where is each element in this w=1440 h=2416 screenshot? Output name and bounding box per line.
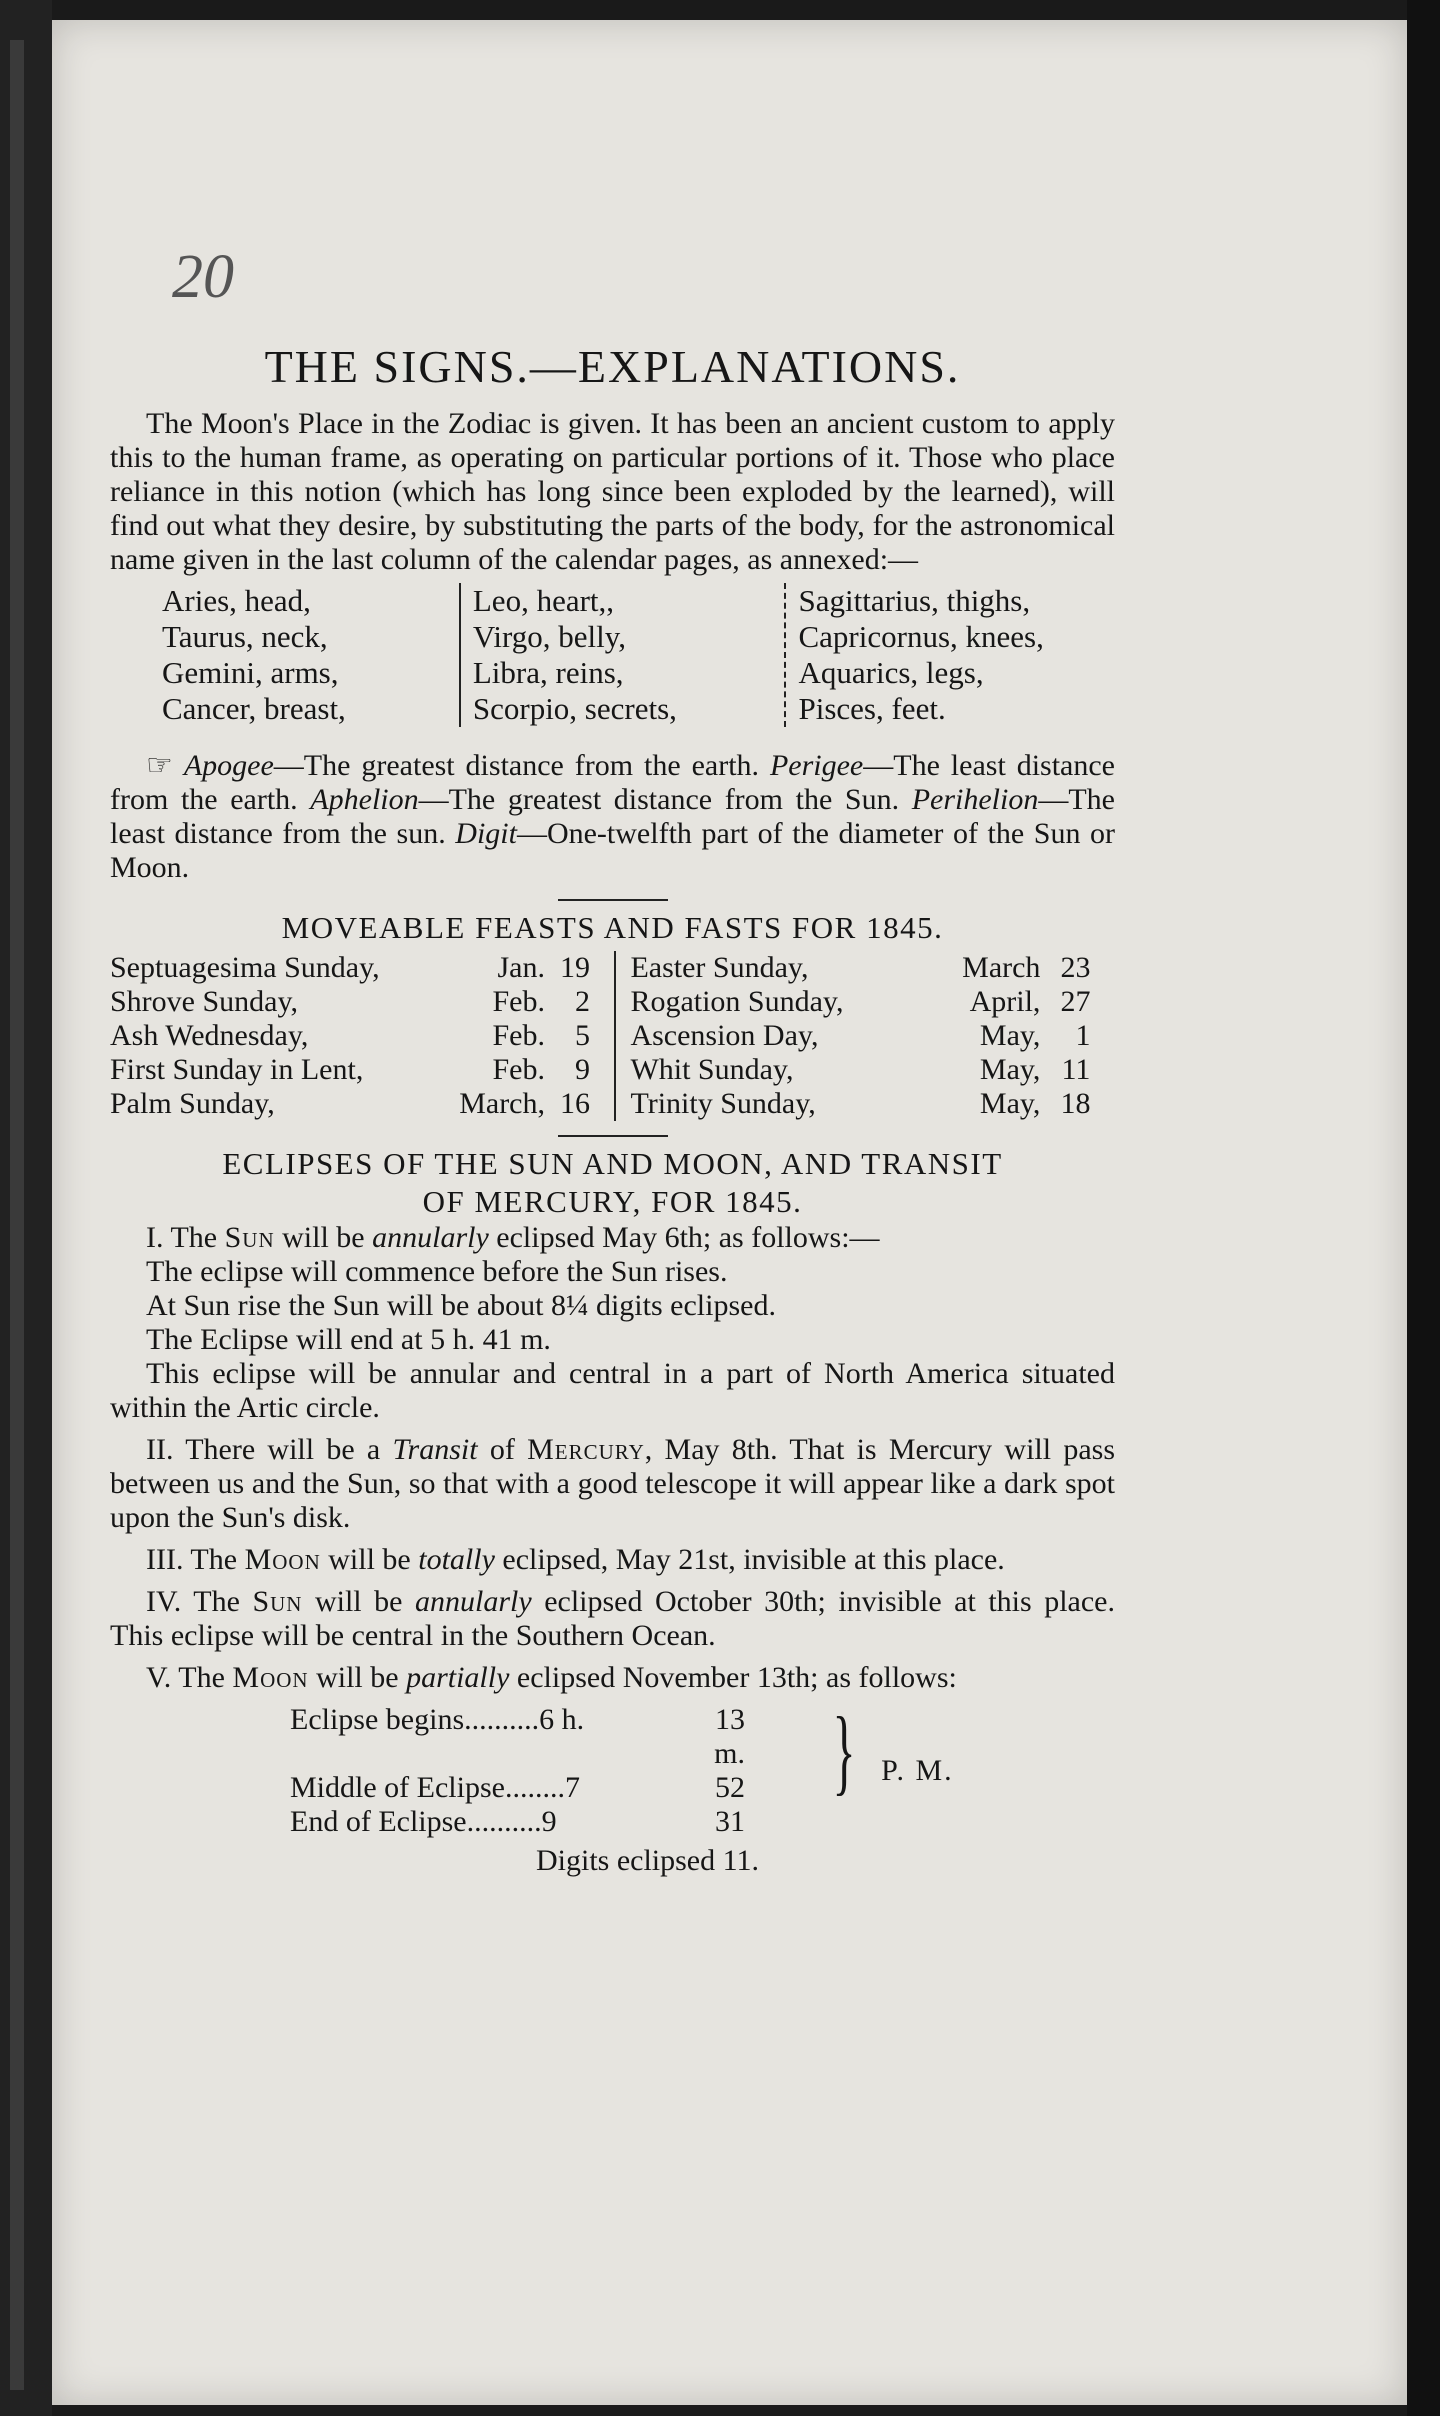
signs-column-2 xyxy=(459,583,785,727)
scan-left-edge xyxy=(0,0,52,2416)
definitions-paragraph xyxy=(110,749,1115,885)
text: of xyxy=(477,1433,528,1466)
feasts-left-column xyxy=(110,951,616,1121)
text: II. There will be a xyxy=(146,1433,393,1466)
feast-name: Ash Wednesday, xyxy=(110,1019,309,1052)
feast-month: Jan. xyxy=(497,951,545,984)
text-mercury: Mercury xyxy=(527,1433,645,1466)
text: , May 8th. That is Mercury will pass between us and the Sun, so that with a good telescope it will appear like a dark spot upon the Sun's disk. xyxy=(110,1433,1115,1534)
feast-month: May, xyxy=(979,1053,1041,1086)
handwritten-mark: 20 xyxy=(172,243,234,311)
digits-eclipsed: Digits eclipsed 11. xyxy=(535,1844,760,1877)
intro-paragraph: The Moon's Place in the Zodiac is given. It has been an ancient custom to apply this to the human frame, as operating on particular portions of it. Those who place reliance in this notion (which has long since been exploded by the learned), will find out what they desire, by substituting the parts of the body, for the astronomical name given in the last column of the calendar pages, as annexed:— xyxy=(110,407,1115,576)
eclipse-times-table xyxy=(290,1697,1115,1839)
sign-entry: Scorpio, secrets, xyxy=(472,691,677,726)
text: IV. The xyxy=(146,1585,253,1618)
eclipse-5 xyxy=(110,1661,1115,1695)
feast-name: Whit Sunday, xyxy=(630,1053,794,1086)
sign-entry: Virgo, belly, xyxy=(472,619,626,654)
feast-month: Feb. xyxy=(492,1053,545,1086)
feast-month: May, xyxy=(979,1087,1041,1120)
def-apogee: —The greatest distance from the earth. xyxy=(273,749,760,782)
feast-month: Feb. xyxy=(492,985,545,1018)
text-emph: annularly xyxy=(415,1585,532,1618)
brace: } xyxy=(832,1697,856,1804)
eclipse-time-label: Middle of Eclipse........7 xyxy=(290,1771,580,1804)
page-title: THE SIGNS.—EXPLANATIONS. xyxy=(264,341,961,392)
text: eclipsed May 6th; as follows:— xyxy=(488,1221,880,1254)
feast-month: Feb. xyxy=(492,1019,545,1052)
sign-entry: Leo, heart,, xyxy=(472,583,615,618)
feast-month: May, xyxy=(979,1019,1041,1052)
feast-day: 9 xyxy=(575,1053,590,1086)
eclipse-2 xyxy=(110,1433,1115,1535)
eclipse-3 xyxy=(110,1543,1115,1577)
def-aphelion: —The greatest distance from the Sun. xyxy=(418,783,900,816)
pointing-hand-icon: ☞ xyxy=(146,749,173,782)
feast-month: March xyxy=(962,951,1041,984)
feasts-table xyxy=(110,951,1115,1121)
term-perihelion: Perihelion xyxy=(911,783,1039,816)
sign-entry: Aries, head, xyxy=(162,583,311,618)
eclipses-section xyxy=(110,1221,1115,1878)
feasts-heading: MOVEABLE FEASTS AND FASTS FOR 1845. xyxy=(281,910,944,945)
eclipse-1-line-4: The Eclipse will end at 5 h. 41 m. xyxy=(146,1323,551,1356)
text-emph: totally xyxy=(418,1543,495,1576)
text: V. The xyxy=(146,1661,233,1694)
sign-entry: Gemini, arms, xyxy=(162,655,339,690)
eclipse-4 xyxy=(110,1585,1115,1653)
text-moon: Moon xyxy=(232,1661,309,1694)
feast-day: 16 xyxy=(560,1087,590,1120)
text-emph: Transit xyxy=(392,1433,478,1466)
def-digit: —One-twelfth part of the diameter of the Sun or Moon. xyxy=(110,817,1116,884)
feasts-right-column xyxy=(616,951,1115,1121)
text: eclipsed, May 21st, invisible at this place. xyxy=(494,1543,1005,1576)
term-apogee: Apogee xyxy=(183,749,274,782)
eclipse-1-line-2: The eclipse will commence before the Sun rises. xyxy=(146,1255,728,1288)
feast-name: Easter Sunday, xyxy=(630,951,809,984)
feast-name: Ascension Day, xyxy=(630,1019,819,1052)
feast-day: 2 xyxy=(575,985,590,1018)
eclipse-times-rows xyxy=(290,1703,815,1839)
scan-right-edge xyxy=(1407,0,1440,2416)
text-moon: Moon xyxy=(244,1543,321,1576)
feast-name: Trinity Sunday, xyxy=(630,1087,816,1120)
feast-day: 23 xyxy=(1060,951,1091,984)
text: will be xyxy=(274,1221,373,1254)
signs-column-3 xyxy=(784,583,1115,727)
text: III. The xyxy=(146,1543,245,1576)
text: will be xyxy=(308,1661,407,1694)
pm-label: P. M. xyxy=(881,1754,954,1787)
eclipse-time-label: Eclipse begins..........6 h. xyxy=(290,1703,585,1736)
text: will be xyxy=(320,1543,419,1576)
feast-day: 1 xyxy=(1075,1019,1091,1052)
term-perigee: Perigee xyxy=(769,749,864,782)
section-divider xyxy=(558,899,668,901)
def-perihelion: —The least distance from the sun. xyxy=(110,783,1115,850)
text-sun: Sun xyxy=(252,1585,303,1618)
feast-name: Shrove Sunday, xyxy=(110,985,299,1018)
sign-entry: Taurus, neck, xyxy=(162,619,328,654)
signs-column-1 xyxy=(150,583,459,727)
sign-entry: Sagittarius, thighs, xyxy=(798,583,1031,618)
eclipse-time-minutes: 52 xyxy=(715,1771,745,1804)
feast-name: First Sunday in Lent, xyxy=(110,1053,364,1086)
feast-day: 11 xyxy=(1061,1053,1091,1086)
text-emph: partially xyxy=(406,1661,510,1694)
text: eclipsed November 13th; as follows: xyxy=(509,1661,957,1694)
section-divider xyxy=(558,1135,668,1137)
feast-day: 27 xyxy=(1060,985,1091,1018)
text: eclipsed October 30th; invisible at this place. This eclipse will be central in the Southern Ocean. xyxy=(110,1585,1115,1652)
def-perigee: —The least distance from the earth. xyxy=(110,749,1115,816)
feast-day: 18 xyxy=(1060,1087,1091,1120)
eclipses-heading-line-1: ECLIPSES OF THE SUN AND MOON, AND TRANSIT xyxy=(222,1146,1003,1181)
feast-day: 19 xyxy=(560,951,590,984)
feast-name: Septuagesima Sunday, xyxy=(110,951,380,984)
text-sun: Sun xyxy=(224,1221,275,1254)
sign-entry: Aquarics, legs, xyxy=(798,655,984,690)
sign-entry: Pisces, feet. xyxy=(798,691,946,726)
eclipse-time-minutes: 31 xyxy=(715,1805,745,1838)
eclipse-time-label: End of Eclipse..........9 xyxy=(290,1805,557,1838)
sign-entry: Cancer, breast, xyxy=(162,691,346,726)
page-content xyxy=(110,340,1115,1878)
eclipse-1 xyxy=(110,1221,1115,1255)
text: I. The xyxy=(146,1221,225,1254)
sign-entry: Capricornus, knees, xyxy=(798,619,1044,654)
sign-entry: Libra, reins, xyxy=(472,655,624,690)
eclipse-1-line-5: This eclipse will be annular and central in a part of North America situated within the Artic circle. xyxy=(110,1357,1115,1424)
feast-name: Rogation Sunday, xyxy=(630,985,844,1018)
signs-table xyxy=(150,583,1115,727)
eclipse-1-line-3: At Sun rise the Sun will be about 8¼ digits eclipsed. xyxy=(146,1289,776,1322)
text-emph: annularly xyxy=(372,1221,489,1254)
term-digit: Digit xyxy=(455,817,517,850)
eclipse-time-minutes: 13 m. xyxy=(714,1703,745,1770)
text: will be xyxy=(302,1585,415,1618)
feast-month: April, xyxy=(969,985,1041,1018)
feast-name: Palm Sunday, xyxy=(110,1087,275,1120)
feast-day: 5 xyxy=(575,1019,590,1052)
eclipses-heading-line-2: OF MERCURY, FOR 1845. xyxy=(422,1184,803,1219)
term-aphelion: Aphelion xyxy=(310,783,419,816)
feast-month: March, xyxy=(459,1087,545,1120)
